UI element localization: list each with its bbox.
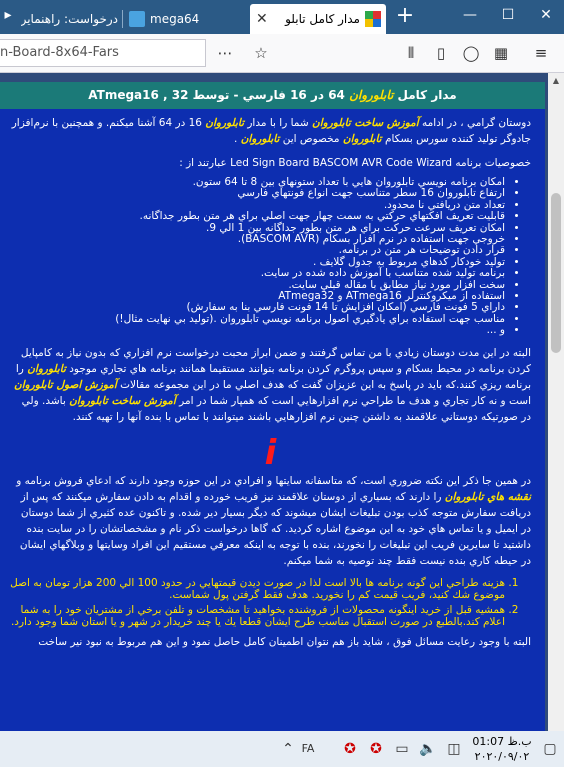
- list-item: • امكان تعريف سرعت حركت براي هر متن بطور جداگانه بين 1 الي 9.: [10, 223, 505, 234]
- keyword: نقشه هاي تابلوروان: [444, 490, 531, 503]
- notification-icon[interactable]: ◫: [447, 741, 461, 757]
- list-item: • تعداد متن دريافتي نا محدود.: [10, 200, 505, 211]
- text: دوستان گرامي ، در ادامه: [418, 117, 531, 129]
- chevron-up-icon[interactable]: ⌃: [282, 741, 294, 757]
- list-item: • ارتفاع تابلوروان 16 سطر متناسب جهت انواع فونتهاي فارسي: [10, 188, 505, 199]
- network-icon[interactable]: ▭: [395, 741, 409, 757]
- screenshot-icon[interactable]: ▦: [493, 44, 509, 62]
- text: در همين جا ذكر اين نكته ضروري است، كه متاسفانه سايتها و افرادي در اين حوزه وجود دارند كه ادعاي فروش برنامه و: [16, 474, 531, 487]
- app-tray-icon[interactable]: ✪: [344, 741, 356, 757]
- menu-icon[interactable]: ≡: [534, 44, 548, 62]
- link-learn-build[interactable]: آموزش ساخت تابلوروان: [69, 394, 176, 407]
- text: باشد. ولي در صورتيكه دوستاني علاقمند به داشتن چنين نرم افزارهايي باشند ميتوانند با تماس با بنده آنها را تهيه كنند.: [21, 394, 531, 423]
- library-icon[interactable]: ⫴: [407, 44, 415, 62]
- text: است و نه كار تجاري و هدف ما طراحي نرم افزارهايي است كه همپار شما در امر: [175, 394, 531, 407]
- software-request-paragraph: [10, 345, 531, 425]
- taskbar: [0, 731, 564, 767]
- text: مخصوص اين: [279, 133, 343, 145]
- tab-active-page[interactable]: [250, 4, 386, 34]
- action-center-icon[interactable]: ▢: [543, 741, 557, 757]
- closing-paragraph: البته با وجود رعايت مسائل فوق ، شايد باز هم نتوان اطمينان كامل حاصل نمود و اين هم مربوط به نبود نير ساخت: [38, 635, 531, 648]
- list-item: • قرار دادن توضيحات هر متن در برنامه.: [10, 245, 505, 256]
- list-item: • سخت افزار مورد نياز مطابق با مقاله قبلي سايت.: [10, 280, 505, 291]
- scroll-up-icon[interactable]: ▲: [552, 76, 560, 85]
- tab-label: مدار كامل تابلو: [285, 12, 360, 26]
- input-language[interactable]: FA: [301, 742, 315, 755]
- keyword: تابلوروان: [240, 133, 280, 145]
- info-icon: i: [264, 432, 277, 473]
- list-item: • مناسب جهت استفاده براي يادگيري اصول برنامه نويسي تابلوروان .(توليد بي نهايت مثال!): [10, 314, 505, 325]
- url-bar[interactable]: [0, 39, 206, 67]
- text: البته در اين مدت دوستان زيادي با من تماس گرفتند و ضمن ابراز محبت درخواست نرم افزاري كه بدون نياز به كامپايل كردن برنامه در محيط بسكام و سپس پروگرم كردن برنامه بتوانند مستقيما همانند برنامه هاي تجاري موجود: [20, 346, 531, 375]
- text: را برنامه ريزي كنند.كه بايد در پاسخ به اين عزيزان گفت كه هدف اصلي ما در اين مجموعه مقالات: [15, 362, 531, 391]
- account-icon[interactable]: ◯: [462, 44, 480, 62]
- volume-icon[interactable]: 🔈: [419, 741, 437, 757]
- text: را دارند كه بسياري از دوستان علاقمند نيز فريب خورده و اقدام به دادن سفارش ميكنند كه پس از دريافت سفارش متوجه كذب بودن تبليغات ايشان ميشوند كه ديگر بسيار دير شده. و تاكنون عده كثيري از شما دوستان در ايميل و يا تماس هاي خود به اين موضوع اشاره كرديد. كه گاها درخواست ذكر نام و مشخصاتشان را در سايت بنده داشتيد تا سايرين فريب اين تبليغات را نخورند، بنده با توجه به اينكه معرفي مستقيم اين افراد وسايتها و وبلاگهاي ايشان در حيطه كاري بنده نيست فقط چند توصيه به شما ميكنم.: [19, 490, 531, 567]
- web-page: [0, 73, 564, 731]
- article-panel: [0, 82, 545, 731]
- keyword: تابلوروان: [342, 133, 382, 145]
- antivirus-icon[interactable]: ✪: [370, 741, 382, 757]
- text: .: [234, 133, 241, 145]
- keyword: تابلوروان: [205, 117, 245, 129]
- features-heading: خصوصيات برنامه Led Sign Board BASCOM AVR Code Wizard عبارتند از :: [179, 157, 531, 169]
- text: شما را با مدار: [244, 117, 313, 129]
- title-part: مدار كامل: [393, 88, 457, 102]
- clock-time: ب.ظ 01:07: [472, 735, 532, 748]
- nav-toolbar: [0, 34, 564, 73]
- intro-paragraph: [10, 115, 531, 147]
- url-text: n-Board-8x64-Fars: [0, 45, 119, 60]
- list-item: • توليد خودكار كدهاي مربوط به جدول گلايف .: [10, 257, 505, 268]
- keyword: تابلوروان: [27, 362, 66, 375]
- scroll-thumb[interactable]: [551, 193, 561, 353]
- list-item: • خروجي جهت استفاده در نرم افزار بسكام (BASCOM AVR).: [10, 234, 505, 245]
- bookmark-star-icon[interactable]: ☆: [254, 44, 268, 62]
- list-item: • داراي 5 فونت فارسي (امكان افزايش تا 14 فونت فارسي بنا به سفارش): [10, 302, 505, 313]
- title-highlight: تابلوروان: [349, 88, 394, 102]
- page-scrollbar[interactable]: [548, 73, 564, 731]
- maximize-button[interactable]: ☐: [501, 7, 515, 23]
- tab-label: mega64: [150, 12, 200, 26]
- new-tab-button[interactable]: +: [395, 3, 415, 28]
- close-window-button[interactable]: ✕: [540, 7, 552, 23]
- list-item: 1. هزينه طراحي اين گونه برنامه ها بالا است لذا در صورت ديدن قيمتهايي در حدود 100 الي 200 هزار تومان به اصل موضوع شك كنيد، فريب قيمت كم را نخوريد. هدف فقط گرفتن پول شماست.: [10, 577, 505, 601]
- tips-list: [10, 577, 531, 628]
- link-principles[interactable]: آموزش اصول تابلوروان: [14, 378, 117, 391]
- list-item: 2. همشيه قبل از خريد اينگونه محصولات از فروشنده بخواهيد تا مشخصات و تلفن برخي از مشتريان خود را به شما اعلام كند.بالطبع در صورت استقبال مناسب طرح ايشان قطعا يك يا چند خريدار در شهر و يا استان شما وجود دارد.: [10, 604, 505, 628]
- title-part: 64 در 16 فارسي - توسط 32 , ATmega16: [88, 88, 350, 102]
- article-title: [0, 82, 545, 109]
- list-item: • امكان برنامه نويسي تابلوروان هايي با تعداد ستونهاي بين 8 تا 64 ستون.: [10, 177, 505, 188]
- tab-label: درخواست: راهنماير: [20, 12, 118, 26]
- tab-strip: [0, 0, 564, 34]
- article-body: [0, 109, 545, 650]
- page-actions-icon[interactable]: ⋯: [217, 44, 233, 62]
- site-favicon-icon: [365, 11, 381, 27]
- sidebar-icon[interactable]: ▯: [436, 44, 446, 62]
- window-menu-button[interactable]: ▸: [4, 7, 12, 23]
- list-item: • قابليت تعريف افكتهاي حركتي به سمت چهار جهت اصلي براي هر متن بطور جداگانه.: [10, 211, 505, 222]
- minimize-button[interactable]: —: [463, 7, 477, 23]
- close-tab-icon[interactable]: ✕: [256, 11, 268, 27]
- list-item: • و ...: [10, 325, 505, 336]
- clock-date: ۲۰۲۰/۰۹/۰۲: [474, 750, 530, 763]
- system-clock[interactable]: [470, 734, 534, 764]
- globe-icon: [129, 11, 145, 27]
- list-item: • برنامه توليد شده متناسب با آموزش داده شده در سايت.: [10, 268, 505, 279]
- tab-mega64[interactable]: [124, 4, 244, 34]
- warning-paragraph: [10, 473, 531, 569]
- link-learn-build[interactable]: آموزش ساخت تابلوروان: [312, 117, 419, 129]
- tab-request[interactable]: [6, 4, 118, 34]
- text: 16 در 64 آشنا ميكنم. و همچنين با نرم‌افزار جادوگر توليد كننده سورس بسكام: [11, 117, 531, 145]
- tab-separator: [122, 10, 123, 28]
- list-item: • استفاده از ميكروكنترلر ATmega16 و ATmega32: [10, 291, 505, 302]
- features-list: [10, 177, 531, 337]
